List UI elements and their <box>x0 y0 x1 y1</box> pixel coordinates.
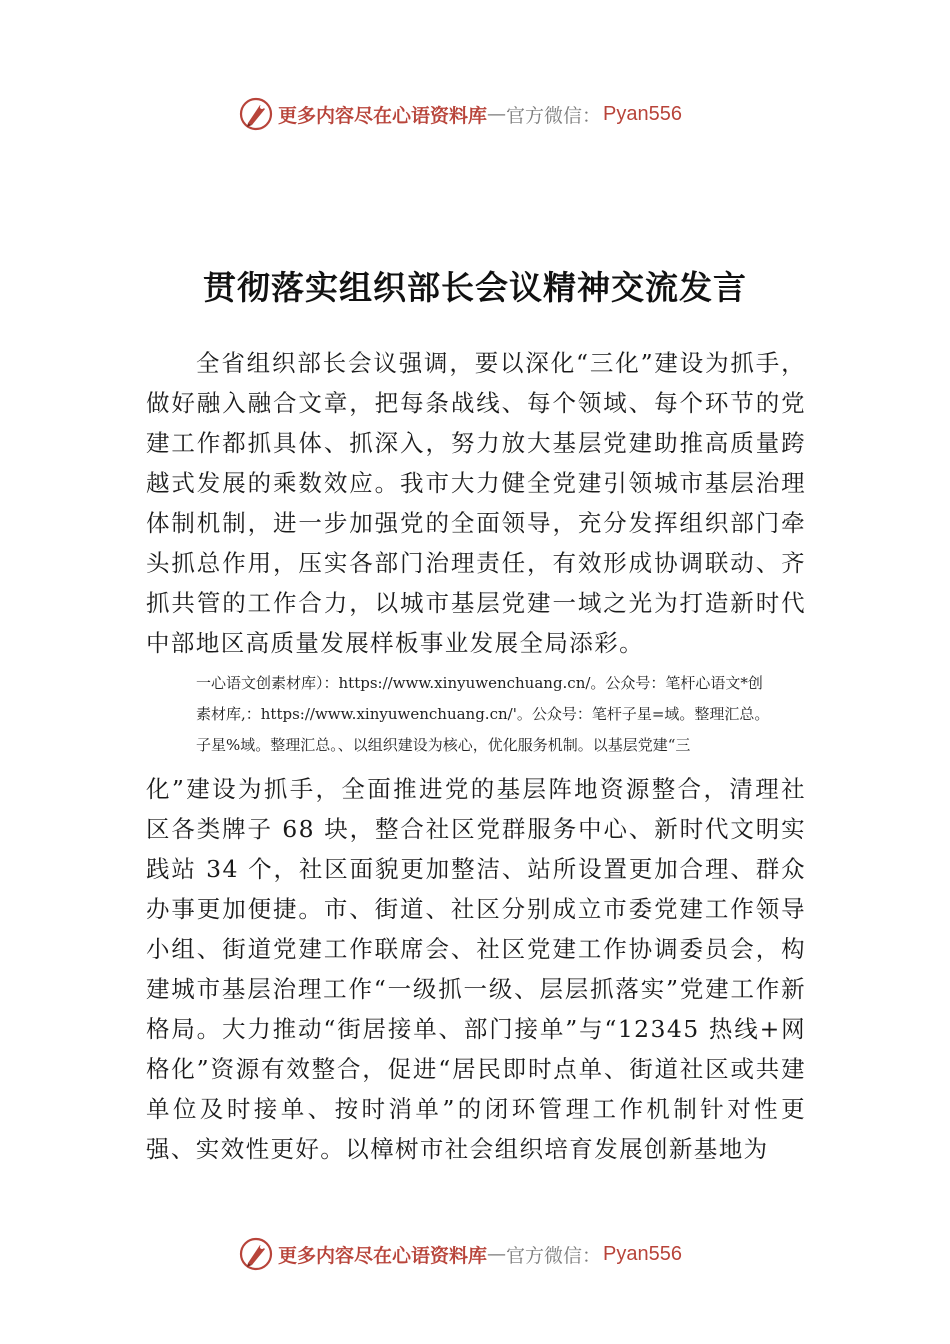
source-note <box>196 668 846 761</box>
source-note-line-2: 素材库,：https://www.xinyuwenchuang.cn/'。公众号：笔杆子星=域。整理汇总。 <box>196 705 770 723</box>
source-note-line-3: 子星%域。整理汇总。、以组织建设为核心，优化服务机制。以基层党建“三 <box>196 736 691 754</box>
banner-wechat-label: 官方微信： <box>506 1244 602 1267</box>
banner-brand-text: 更多内容尽在心语资料库 <box>278 1244 488 1267</box>
pen-nib-icon <box>238 96 274 132</box>
footer-watermark-banner <box>238 1234 758 1274</box>
banner-wechat-id: Pyan556 <box>603 102 682 125</box>
banner-wechat-label: 官方微信： <box>506 104 602 127</box>
pen-nib-icon <box>238 1236 274 1272</box>
document-title: 贯彻落实组织部长会议精神交流发言 <box>203 268 747 307</box>
banner-brand-text: 更多内容尽在心语资料库 <box>278 104 488 127</box>
body-paragraph-2: 化”建设为抓手，全面推进党的基层阵地资源整合，清理社区各类牌子 68 块，整合社区党群服务中心、新时代文明实践站 34 个，社区面貌更加整洁、站所设置更加合理、群众办事更加便捷。市、街道、社区分别成立市委党建工作领导小组、街道党建工作联席会、社区党建工作协调委员会，构建城市基层治理工作“一级抓一级、层层抓落实”党建工作新格局。大力推动“街居接单、部门接单”与“12345 热线+网格化”资源有效整合，促进“居民即时点单、街道社区或共建单位及时接单、按时消单”的闭环管理工作机制针对性更强、实效性更好。以樟树市社会组织培育发展创新基地为 <box>146 775 806 1163</box>
body-paragraph-1: 全省组织部长会议强调，要以深化“三化”建设为抓手，做好融入融合文章，把每条战线、每个领域、每个环节的党建工作都抓具体、抓深入，努力放大基层党建助推高质量跨越式发展的乘数效应。我市大力健全党建引领城市基层治理体制机制，进一步加强党的全面领导，充分发挥组织部门牵头抓总作用，压实各部门治理责任，有效形成协调联动、齐抓共管的工作合力，以城市基层党建一域之光为打造新时代中部地区高质量发展样板事业发展全局添彩。 <box>146 349 806 657</box>
banner-dash: — <box>487 103 507 125</box>
header-watermark-banner <box>238 94 758 134</box>
banner-dash: — <box>487 1243 507 1265</box>
source-note-line-1: 一心语文创素材库）：https://www.xinyuwenchuang.cn/。公众号：笔杆心语文*创 <box>196 674 763 692</box>
banner-wechat-id: Pyan556 <box>603 1242 682 1265</box>
